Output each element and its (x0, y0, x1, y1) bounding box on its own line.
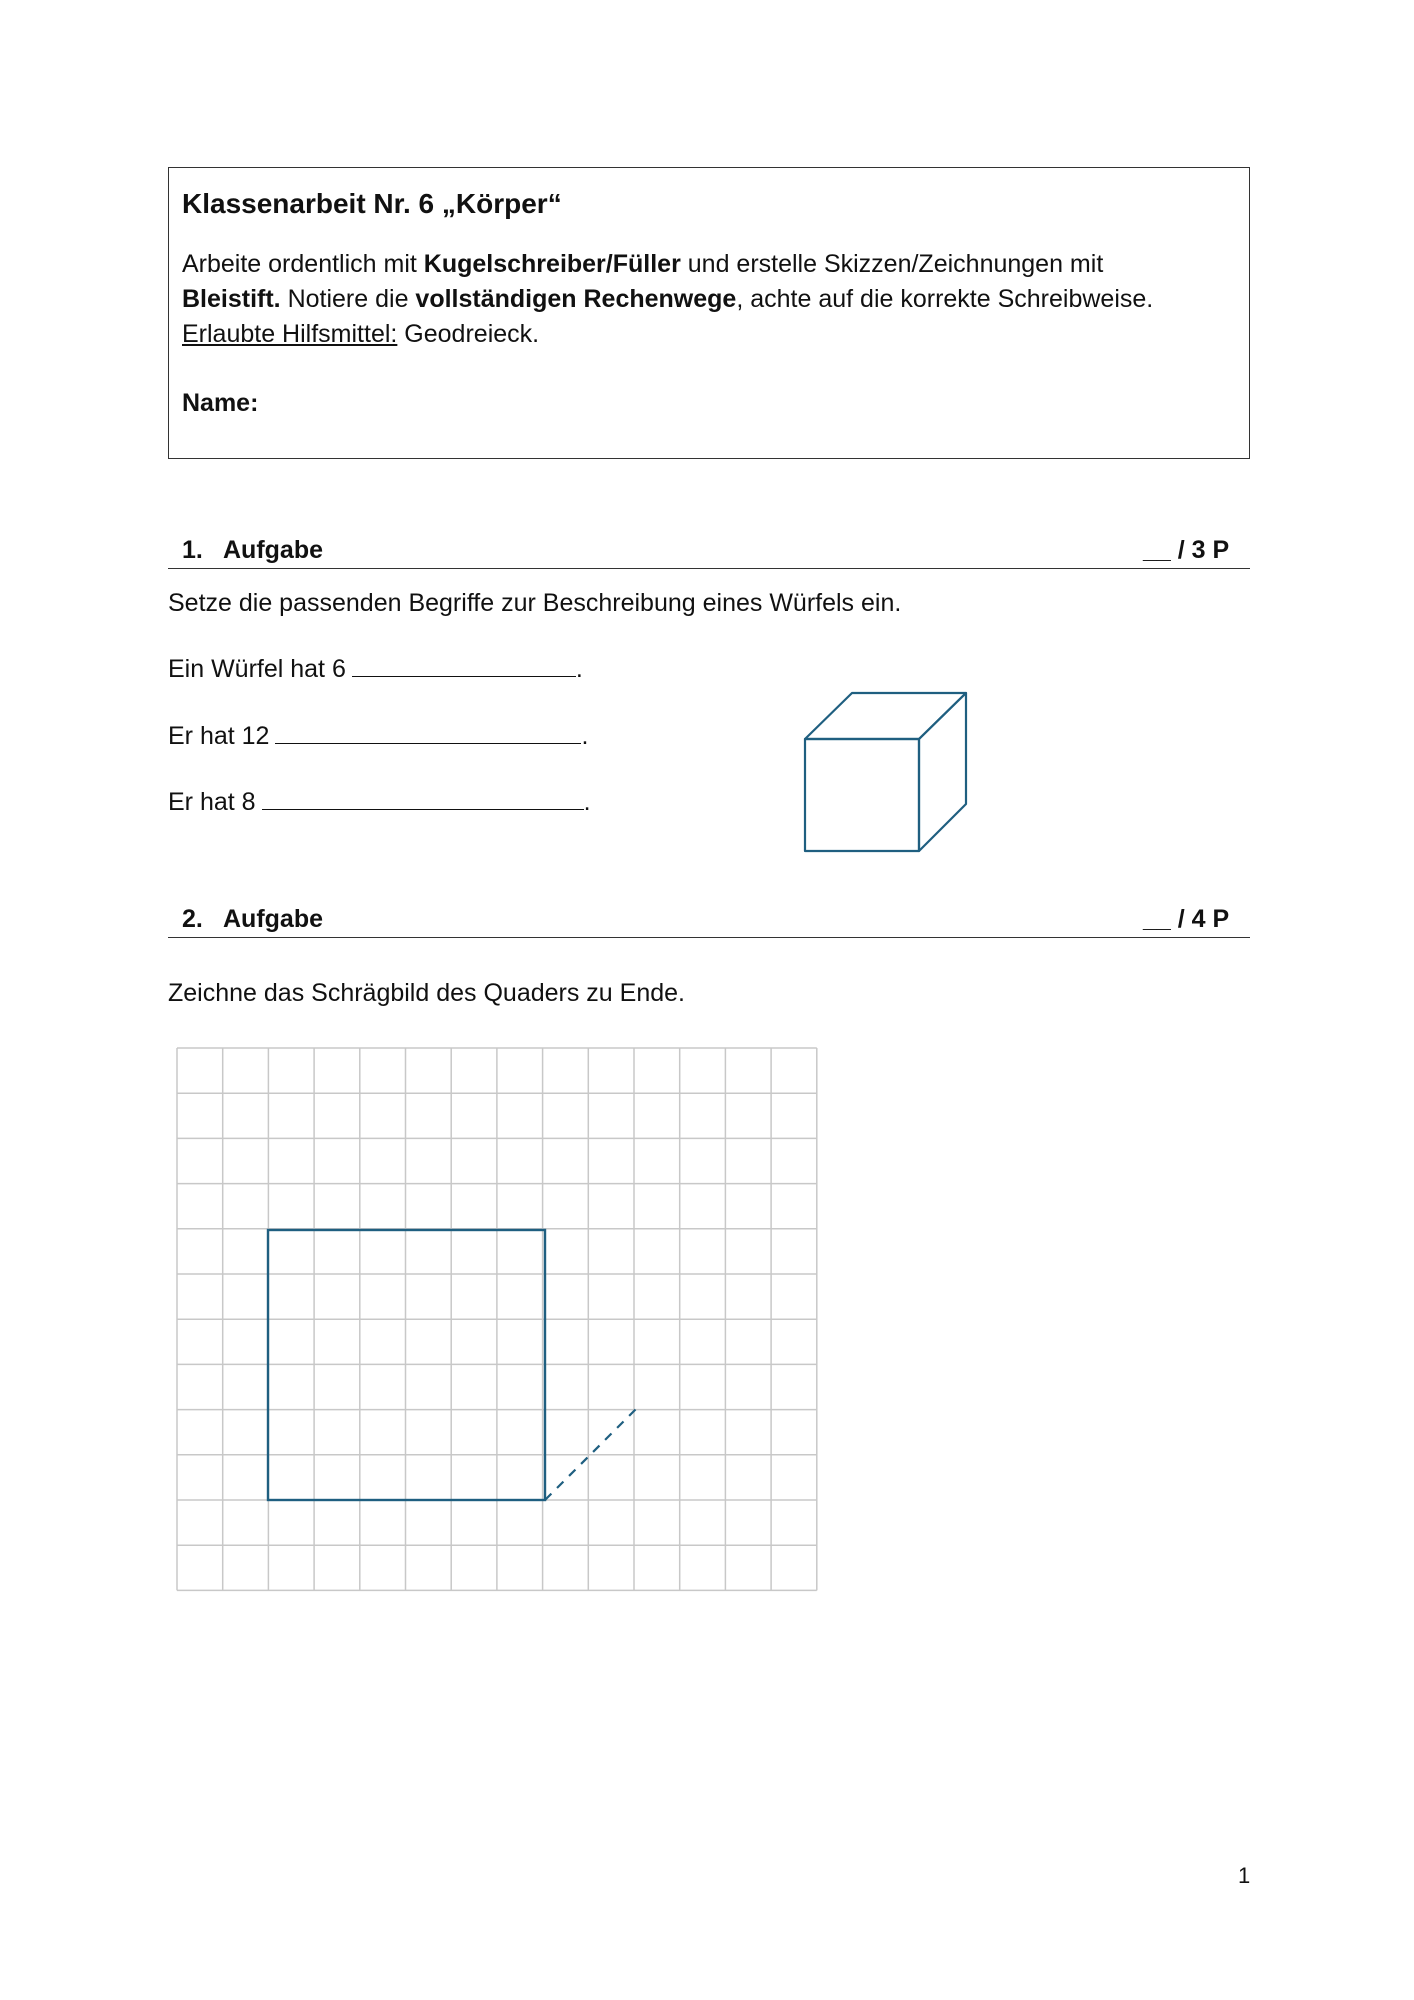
page-title: Klassenarbeit Nr. 6 „Körper“ (182, 188, 562, 219)
name-label: Name: (182, 389, 259, 417)
task2-instruction: Zeichne das Schrägbild des Quaders zu Ende. (168, 979, 685, 1007)
task1-label: Aufgabe (223, 536, 323, 564)
task1-points: __ / 3 P (1143, 536, 1230, 564)
sentence-period: . (581, 722, 589, 750)
allowed-tools-value: Geodreieck. (397, 320, 540, 348)
sentence-text: Er hat 8 (168, 788, 256, 816)
instruction-bold: Kugelschreiber/Füller (423, 250, 681, 278)
instruction-bold: Bleistift. (182, 285, 281, 313)
task2-label: Aufgabe (223, 905, 323, 933)
instruction-bold: vollständigen Rechenwege (415, 285, 737, 313)
task2-points: __ / 4 P (1143, 905, 1230, 933)
task2-number: 2. (182, 905, 203, 933)
sentence-period: . (583, 788, 591, 816)
instruction-text: , achte auf die korrekte Schreibweise. (736, 285, 1154, 313)
task1-number: 1. (182, 536, 203, 564)
instruction-text: Notiere die (280, 285, 416, 313)
instruction-text: Arbeite ordentlich mit (182, 250, 424, 278)
sentence-text: Ein Würfel hat 6 (168, 655, 346, 683)
sentence-text: Er hat 12 (168, 722, 270, 750)
sentence-period: . (575, 655, 583, 683)
instruction-text: und erstelle Skizzen/Zeichnungen mit (680, 250, 1104, 278)
task1-instruction: Setze die passenden Begriffe zur Beschreibung eines Würfels ein. (168, 589, 902, 617)
page-number: 1 (1238, 1863, 1251, 1888)
allowed-tools-label: Erlaubte Hilfsmittel: (182, 320, 398, 348)
